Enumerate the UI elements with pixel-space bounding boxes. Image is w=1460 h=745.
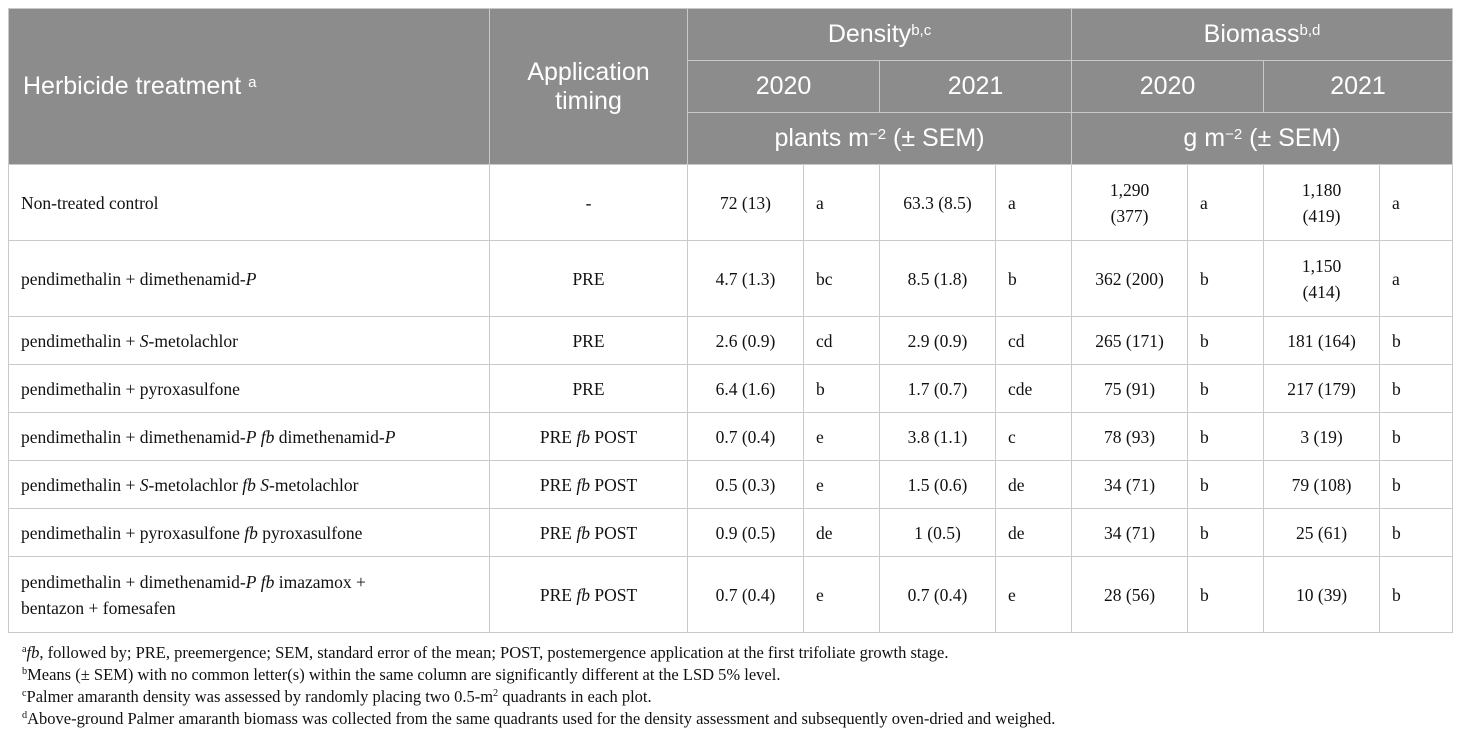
footnote-d: $^d$Above-ground Palmer amaranth biomass was collected from the same quadrants used for the density assessment and subsequently oven-dried and weighed. — [22, 709, 1056, 728]
header-biomass-2021: 2021 — [1264, 61, 1453, 113]
treatment-cell: pendimethalin + dimethenamid-P — [9, 241, 490, 317]
header-biomass: Biomass$^{b,d}$ — [1072, 9, 1453, 61]
table-footnotes — [22, 642, 1442, 730]
density-2021-value: 1.5 (0.6) — [880, 461, 996, 509]
timing-cell: PRE fb POST — [490, 413, 688, 461]
timing-cell: PRE fb POST — [490, 509, 688, 557]
density-2020-value: 72 (13) — [688, 165, 804, 241]
biomass-2021-letter: b — [1380, 557, 1453, 633]
biomass-2020-letter: b — [1188, 509, 1264, 557]
biomass-2020-letter: b — [1188, 317, 1264, 365]
timing-cell: PRE — [490, 365, 688, 413]
density-2021-letter: b — [996, 241, 1072, 317]
treatment-cell: pendimethalin + dimethenamid-P fb imazamox + bentazon + fomesafen — [9, 557, 490, 633]
header-biomass-2020: 2020 — [1072, 61, 1264, 113]
treatment-cell: Non-treated control — [9, 165, 490, 241]
footnote-a: $^a$fb, followed by; PRE, preemergence; SEM, standard error of the mean; POST, postemergence application at the first trifoliate growth stage. — [22, 643, 949, 662]
timing-cell: PRE fb POST — [490, 557, 688, 633]
biomass-2021-value: 25 (61) — [1264, 509, 1380, 557]
density-2021-value: 1.7 (0.7) — [880, 365, 996, 413]
density-2020-letter: de — [804, 509, 880, 557]
header-herbicide-treatment: Herbicide treatment $^a$ — [9, 9, 490, 165]
treatment-cell: pendimethalin + pyroxasulfone — [9, 365, 490, 413]
density-2020-value: 4.7 (1.3) — [688, 241, 804, 317]
table-row — [9, 413, 1453, 461]
biomass-2021-value: 1,180 (419) — [1264, 165, 1380, 241]
density-2020-value: 0.7 (0.4) — [688, 557, 804, 633]
biomass-2021-letter: b — [1380, 509, 1453, 557]
treatment-cell: pendimethalin + pyroxasulfone fb pyroxasulfone — [9, 509, 490, 557]
density-2021-letter: a — [996, 165, 1072, 241]
table-row — [9, 557, 1453, 633]
density-2021-letter: c — [996, 413, 1072, 461]
density-2020-value: 0.9 (0.5) — [688, 509, 804, 557]
biomass-2021-letter: b — [1380, 461, 1453, 509]
density-2020-value: 6.4 (1.6) — [688, 365, 804, 413]
density-2021-value: 2.9 (0.9) — [880, 317, 996, 365]
timing-cell: PRE fb POST — [490, 461, 688, 509]
density-2020-letter: a — [804, 165, 880, 241]
density-2020-letter: e — [804, 413, 880, 461]
header-density-unit: plants $m^{-2}$ (± SEM) — [688, 113, 1072, 165]
density-2021-letter: cd — [996, 317, 1072, 365]
biomass-2021-value: 3 (19) — [1264, 413, 1380, 461]
treatment-cell: pendimethalin + S-metolachlor fb S-metolachlor — [9, 461, 490, 509]
density-2020-letter: e — [804, 461, 880, 509]
header-density-2020: 2020 — [688, 61, 880, 113]
biomass-2021-value: 10 (39) — [1264, 557, 1380, 633]
table-row — [9, 317, 1453, 365]
density-2020-letter: cd — [804, 317, 880, 365]
table-row — [9, 365, 1453, 413]
table-header — [9, 9, 1453, 165]
density-2021-letter: e — [996, 557, 1072, 633]
table-row — [9, 165, 1453, 241]
density-2020-value: 2.6 (0.9) — [688, 317, 804, 365]
timing-cell: - — [490, 165, 688, 241]
biomass-2020-value: 265 (171) — [1072, 317, 1188, 365]
density-2021-value: 8.5 (1.8) — [880, 241, 996, 317]
timing-cell: PRE — [490, 241, 688, 317]
biomass-2021-value: 79 (108) — [1264, 461, 1380, 509]
biomass-2020-letter: b — [1188, 461, 1264, 509]
treatment-cell: pendimethalin + S-metolachlor — [9, 317, 490, 365]
density-2021-value: 0.7 (0.4) — [880, 557, 996, 633]
header-density-2021: 2021 — [880, 61, 1072, 113]
density-2021-value: 1 (0.5) — [880, 509, 996, 557]
biomass-2020-value: 362 (200) — [1072, 241, 1188, 317]
biomass-2021-letter: b — [1380, 413, 1453, 461]
table-row — [9, 461, 1453, 509]
biomass-2020-letter: b — [1188, 241, 1264, 317]
footnote-c: $^c$Palmer amaranth density was assessed by randomly placing two $0.5-m^2$ quadrants in each plot. — [22, 687, 652, 706]
table-body — [9, 165, 1453, 633]
biomass-2020-letter: b — [1188, 365, 1264, 413]
biomass-2020-value: 75 (91) — [1072, 365, 1188, 413]
biomass-2021-letter: a — [1380, 241, 1453, 317]
timing-cell: PRE — [490, 317, 688, 365]
density-2020-value: 0.5 (0.3) — [688, 461, 804, 509]
density-2021-letter: cde — [996, 365, 1072, 413]
density-2021-value: 3.8 (1.1) — [880, 413, 996, 461]
density-2020-value: 0.7 (0.4) — [688, 413, 804, 461]
biomass-2021-letter: a — [1380, 165, 1453, 241]
biomass-2020-value: 34 (71) — [1072, 509, 1188, 557]
treatment-cell: pendimethalin + dimethenamid-P fb dimethenamid-P — [9, 413, 490, 461]
density-2021-letter: de — [996, 461, 1072, 509]
biomass-2021-value: 181 (164) — [1264, 317, 1380, 365]
footnote-b: $^b$Means (± SEM) with no common letter(s) within the same column are significantly different at the LSD 5% level. — [22, 665, 781, 684]
table-row — [9, 241, 1453, 317]
biomass-2021-value: 217 (179) — [1264, 365, 1380, 413]
biomass-2021-value: 1,150 (414) — [1264, 241, 1380, 317]
header-application-timing: Application timing — [490, 9, 688, 165]
biomass-2020-value: 28 (56) — [1072, 557, 1188, 633]
density-2021-value: 63.3 (8.5) — [880, 165, 996, 241]
biomass-2020-letter: a — [1188, 165, 1264, 241]
herbicide-results-table — [8, 8, 1453, 633]
biomass-2020-value: 34 (71) — [1072, 461, 1188, 509]
biomass-2020-letter: b — [1188, 413, 1264, 461]
density-2020-letter: e — [804, 557, 880, 633]
biomass-2020-value: 78 (93) — [1072, 413, 1188, 461]
density-2021-letter: de — [996, 509, 1072, 557]
biomass-2020-letter: b — [1188, 557, 1264, 633]
density-2020-letter: bc — [804, 241, 880, 317]
density-2020-letter: b — [804, 365, 880, 413]
table-row — [9, 509, 1453, 557]
biomass-2020-value: 1,290 (377) — [1072, 165, 1188, 241]
header-biomass-unit: g $m^{-2}$ (± SEM) — [1072, 113, 1453, 165]
header-density: Density$^{b,c}$ — [688, 9, 1072, 61]
biomass-2021-letter: b — [1380, 365, 1453, 413]
biomass-2021-letter: b — [1380, 317, 1453, 365]
